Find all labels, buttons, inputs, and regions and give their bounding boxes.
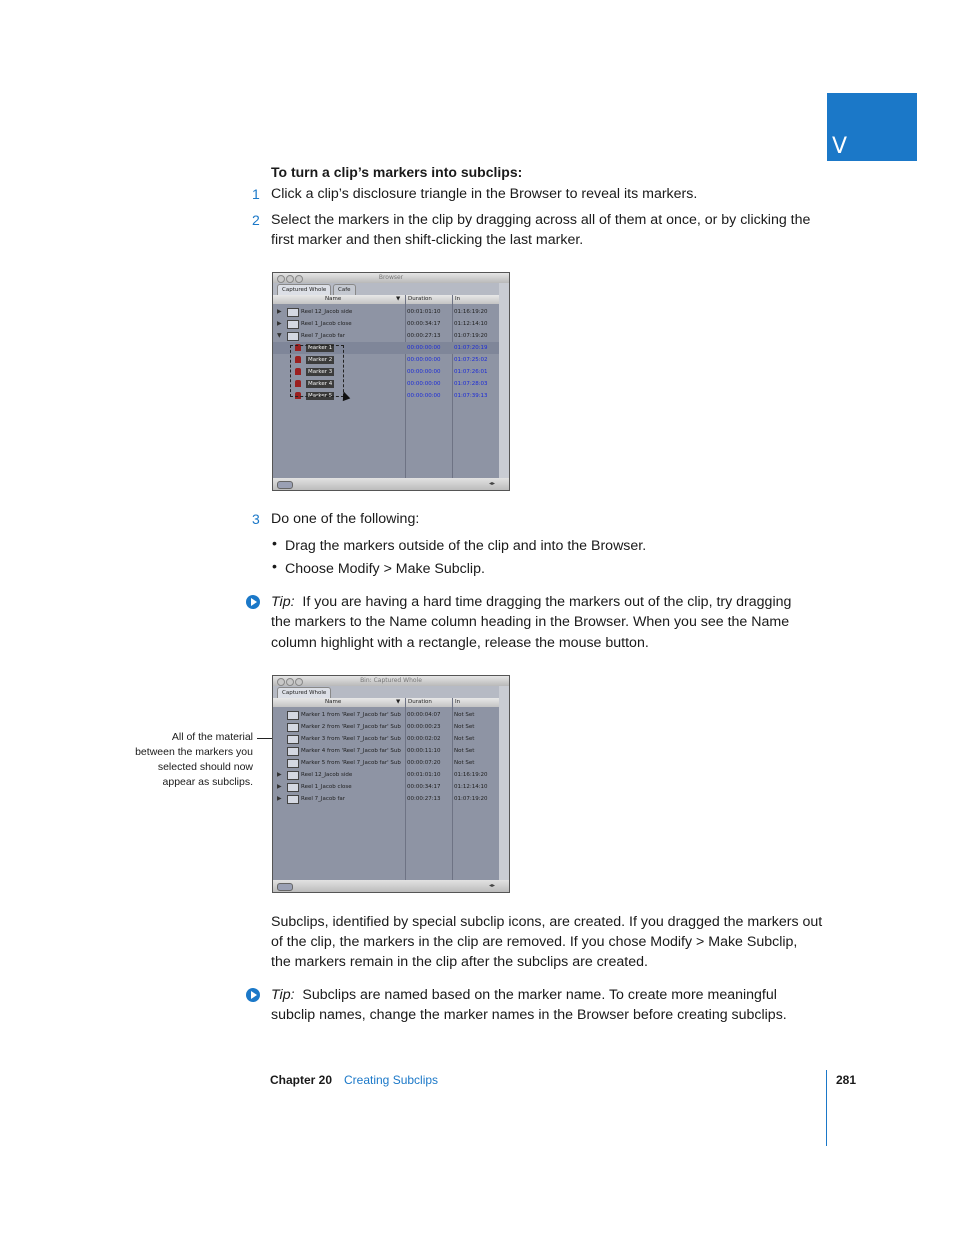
column-in-heading: In [455,296,461,302]
sort-arrow-icon: ▼ [396,296,401,302]
figure-callout: All of the material between the markers you selected should now appear as subclips. [135,731,253,788]
step-number: 2 [252,212,260,228]
subclip-icon [287,759,299,768]
disclosure-triangle-icon: ▶ [277,320,282,327]
tip-paragraph [271,985,777,1005]
zoom-icon [295,678,303,686]
selection-rectangle [290,345,344,397]
footer-chapter-title: Creating Subclips [344,1073,439,1087]
list-item: ▶ Reel 1_Jacob close 00:00:34:17 01:12:14:10 [273,318,499,330]
list-item: ▶ Reel 12_Jacob side 00:01:01:10 01:16:19:20 [273,306,499,318]
view-button-icon [277,883,293,891]
scrollbar [499,283,509,478]
window-title: Browser [378,274,404,281]
list-item: ▶ Reel 7_Jacob far 00:00:27:13 01:07:19:20 [273,793,499,805]
close-icon [277,275,285,283]
subclip-row: Marker 3 from 'Reel 7_Jacob far' Sub 00:00:02:02 Not Set [273,733,499,745]
tip-text: subclip names, change the marker names in the Browser before creating subclips. [271,1007,787,1023]
marker-row: Marker 3 00:00:00:00 01:07:26:01 [273,366,499,378]
disclosure-triangle-icon: ▶ [277,308,282,315]
close-icon [277,678,285,686]
list-item: ▼ Reel 7_Jacob far 00:00:27:13 01:07:19:20 [273,330,499,342]
step-text: Click a clip’s disclosure triangle in the Browser to reveal its markers. [271,186,698,202]
subclip-row: Marker 4 from 'Reel 7_Jacob far' Sub 00:00:11:10 Not Set [273,745,499,757]
body-paragraph-line: Subclips, identified by special subclip icons, are created. If you dragged the markers out [271,914,823,930]
window-bottom-bar [273,880,509,892]
column-in-heading: In [455,699,461,705]
tip-text: the markers to the Name column heading in the Browser. When you see the Name [271,614,790,630]
footer-rule [826,1070,827,1146]
scroll-arrows-icon: ◂▸ [488,480,495,487]
marker-row: Marker 1 00:00:00:00 01:07:20:19 [273,342,499,354]
zoom-icon [295,275,303,283]
body-paragraph-line: the markers remain in the clip after the subclips are created. [271,954,648,970]
minimize-icon [286,275,294,283]
clip-icon [287,320,299,329]
bullet-marker: • [272,536,277,552]
bullet-text: Choose Modify > Make Subclip. [285,561,485,577]
bin-window-screenshot [272,675,510,893]
task-heading: To turn a clip’s markers into subclips: [271,164,523,180]
column-duration-heading: Duration [408,296,432,302]
marker-row: Marker 2 00:00:00:00 01:07:25:02 [273,354,499,366]
step-text: Do one of the following: [271,511,420,527]
tip-text: column highlight with a rectangle, release the mouse button. [271,635,649,651]
marker-row: Marker 5 00:00:00:00 01:07:39:13 [273,390,499,402]
disclosure-triangle-icon: ▶ [277,795,282,802]
subclip-icon [287,735,299,744]
window-titlebar [273,676,509,686]
tip-arrow-icon [246,988,260,1002]
disclosure-triangle-open-icon: ▼ [277,332,282,339]
tip-label: Tip: [271,594,295,610]
column-duration-heading: Duration [408,699,432,705]
subclip-row: Marker 5 from 'Reel 7_Jacob far' Sub 00:00:07:20 Not Set [273,757,499,769]
sort-arrow-icon: ▼ [396,699,401,705]
scrollbar [499,686,509,880]
disclosure-triangle-icon: ▶ [277,771,282,778]
subclip-icon [287,711,299,720]
step-text: first marker and then shift-clicking the last marker. [271,232,584,248]
bullet-marker: • [272,559,277,575]
window-titlebar [273,273,509,283]
body-paragraph-line: of the clip, the markers in the clip are removed. If you chose Modify > Make Subclip, [271,934,798,950]
tip-text: Subclips are named based on the marker name. To create more meaningful [302,987,777,1003]
column-header [273,295,499,304]
clip-icon [287,783,299,792]
page-number: 281 [836,1073,857,1087]
subclip-icon [287,723,299,732]
list-item: ▶ Reel 12_Jacob side 00:01:01:10 01:16:19:20 [273,769,499,781]
window-title: Bin: Captured Whole [360,677,422,684]
view-button-icon [277,481,293,489]
disclosure-triangle-icon: ▶ [277,783,282,790]
tip-paragraph [271,592,791,612]
step-number: 3 [252,511,260,527]
column-header [273,698,499,707]
subclip-row: Marker 2 from 'Reel 7_Jacob far' Sub 00:00:00:23 Not Set [273,721,499,733]
column-name-heading: Name [325,296,342,302]
subclip-icon [287,747,299,756]
list-item: ▶ Reel 1_Jacob close 00:00:34:17 01:12:14:10 [273,781,499,793]
chapter-tab-letter: V [832,134,848,159]
tip-text: If you are having a hard time dragging the markers out of the clip, try dragging [302,594,792,610]
browser-window-screenshot [272,272,510,491]
scroll-arrows-icon: ◂▸ [488,882,495,889]
tab-cafe: Cafe [333,284,356,296]
window-bottom-bar [273,478,509,490]
step-number: 1 [252,186,260,202]
tip-label: Tip: [271,987,295,1003]
clip-icon [287,795,299,804]
clip-icon [287,332,299,341]
clip-icon [287,308,299,317]
clip-icon [287,771,299,780]
chapter-tab [827,93,917,161]
footer-chapter: Chapter 20 [270,1073,333,1087]
tip-arrow-icon [246,595,260,609]
tab-captured-whole: Captured Whole [277,284,331,296]
tab-captured-whole: Captured Whole [277,687,331,699]
subclip-row: Marker 1 from 'Reel 7_Jacob far' Sub 00:00:04:07 Not Set [273,709,499,721]
step-text: Select the markers in the clip by dragging across all of them at once, or by clicking the [271,212,811,228]
minimize-icon [286,678,294,686]
marker-row: Marker 4 00:00:00:00 01:07:28:03 [273,378,499,390]
column-name-heading: Name [325,699,342,705]
bullet-text: Drag the markers outside of the clip and into the Browser. [285,538,647,554]
